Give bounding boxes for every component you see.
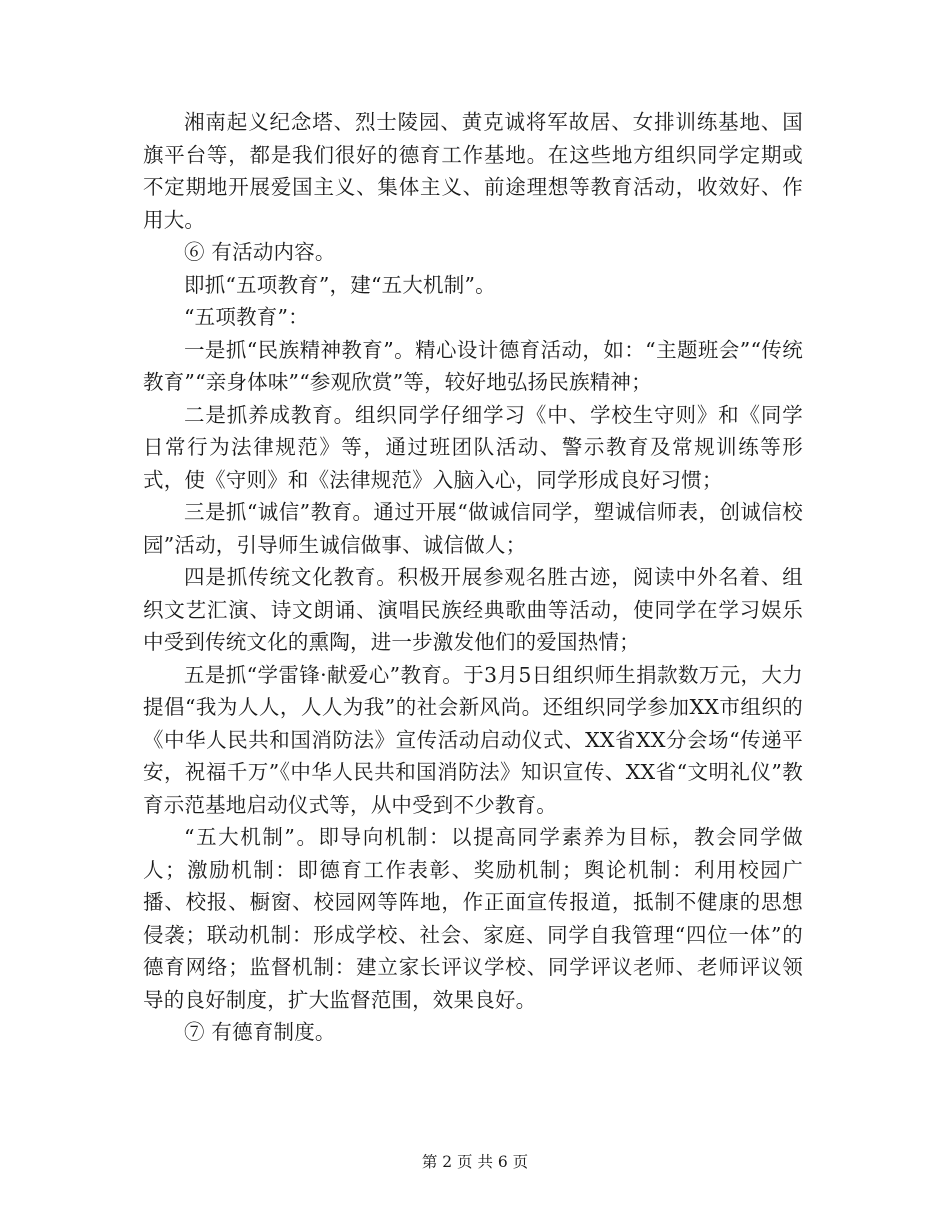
- paragraph-education-3: 三是抓“诚信”教育。通过开展“做诚信同学，塑诚信师表，创诚信校园”活动，引导师生诚信做事、诚信做人；: [143, 500, 803, 557]
- paragraph-intro: 即抓“五项教育”，建“五大机制”。: [184, 272, 496, 297]
- paragraph-education-5: 五是抓“学雷锋·献爱心”教育。于3月5日组织师生捐款数万元，大力提倡“我为人人，人人为我”的社会新风尚。还组织同学参加XX市组织的《中华人民共和国消防法》宣传活动启动仪式、XX省XX分会场“传递平安，祝福千万”《中华人民共和国消防法》知识宣传、XX省“文明礼仪”教育示范基地启动仪式等，从中受到不少教育。: [143, 662, 803, 817]
- paragraph-education-2: 二是抓养成教育。组织同学仔细学习《中、学校生守则》和《同学日常行为法律规范》等，通过班团队活动、警示教育及常规训练等形式，使《守则》和《法律规范》入脑入心，同学形成良好习惯；: [143, 402, 803, 492]
- paragraph-education-4: 四是抓传统文化教育。积极开展参观名胜古迹，阅读中外名着、组织文艺汇演、诗文朗诵、演唱民族经典歌曲等活动，使同学在学习娱乐中受到传统文化的熏陶，进一步激发他们的爱国热情；: [143, 565, 803, 654]
- paragraph-bases: 湘南起义纪念塔、烈士陵园、黄克诚将军故居、女排训练基地、国旗平台等，都是我们很好的德育工作基地。在这些地方组织同学定期或不定期地开展爱国主义、集体主义、前途理想等教育活动，收效好、作用大。: [143, 110, 803, 232]
- document-body: [143, 106, 803, 1049]
- paragraph-heading-6: ⑥ 有活动内容。: [184, 240, 336, 264]
- paragraph-education-1: 一是抓“民族精神教育”。精心设计德育活动，如：“主题班会”“传统教育”“亲身体味”“参观欣赏”等，较好地弘扬民族精神；: [143, 337, 803, 394]
- page-number: 第 2 页 共 6 页: [421, 1153, 529, 1171]
- paragraph-five-education-title: “五项教育”：: [184, 305, 309, 329]
- paragraph-heading-7: ⑦ 有德育制度。: [184, 1020, 336, 1044]
- paragraph-five-mechanisms: “五大机制”。即导向机制：以提高同学素养为目标，教会同学做人；激励机制：即德育工作表彰、奖励机制；舆论机制：利用校园广播、校报、橱窗、校园网等阵地，作正面宣传报道，抵制不健康的思想侵袭；联动机制：形成学校、社会、家庭、同学自我管理“四位一体”的德育网络；监督机制：建立家长评议学校、同学评议老师、老师评议领导的良好制度，扩大监督范围，效果良好。: [143, 825, 803, 1012]
